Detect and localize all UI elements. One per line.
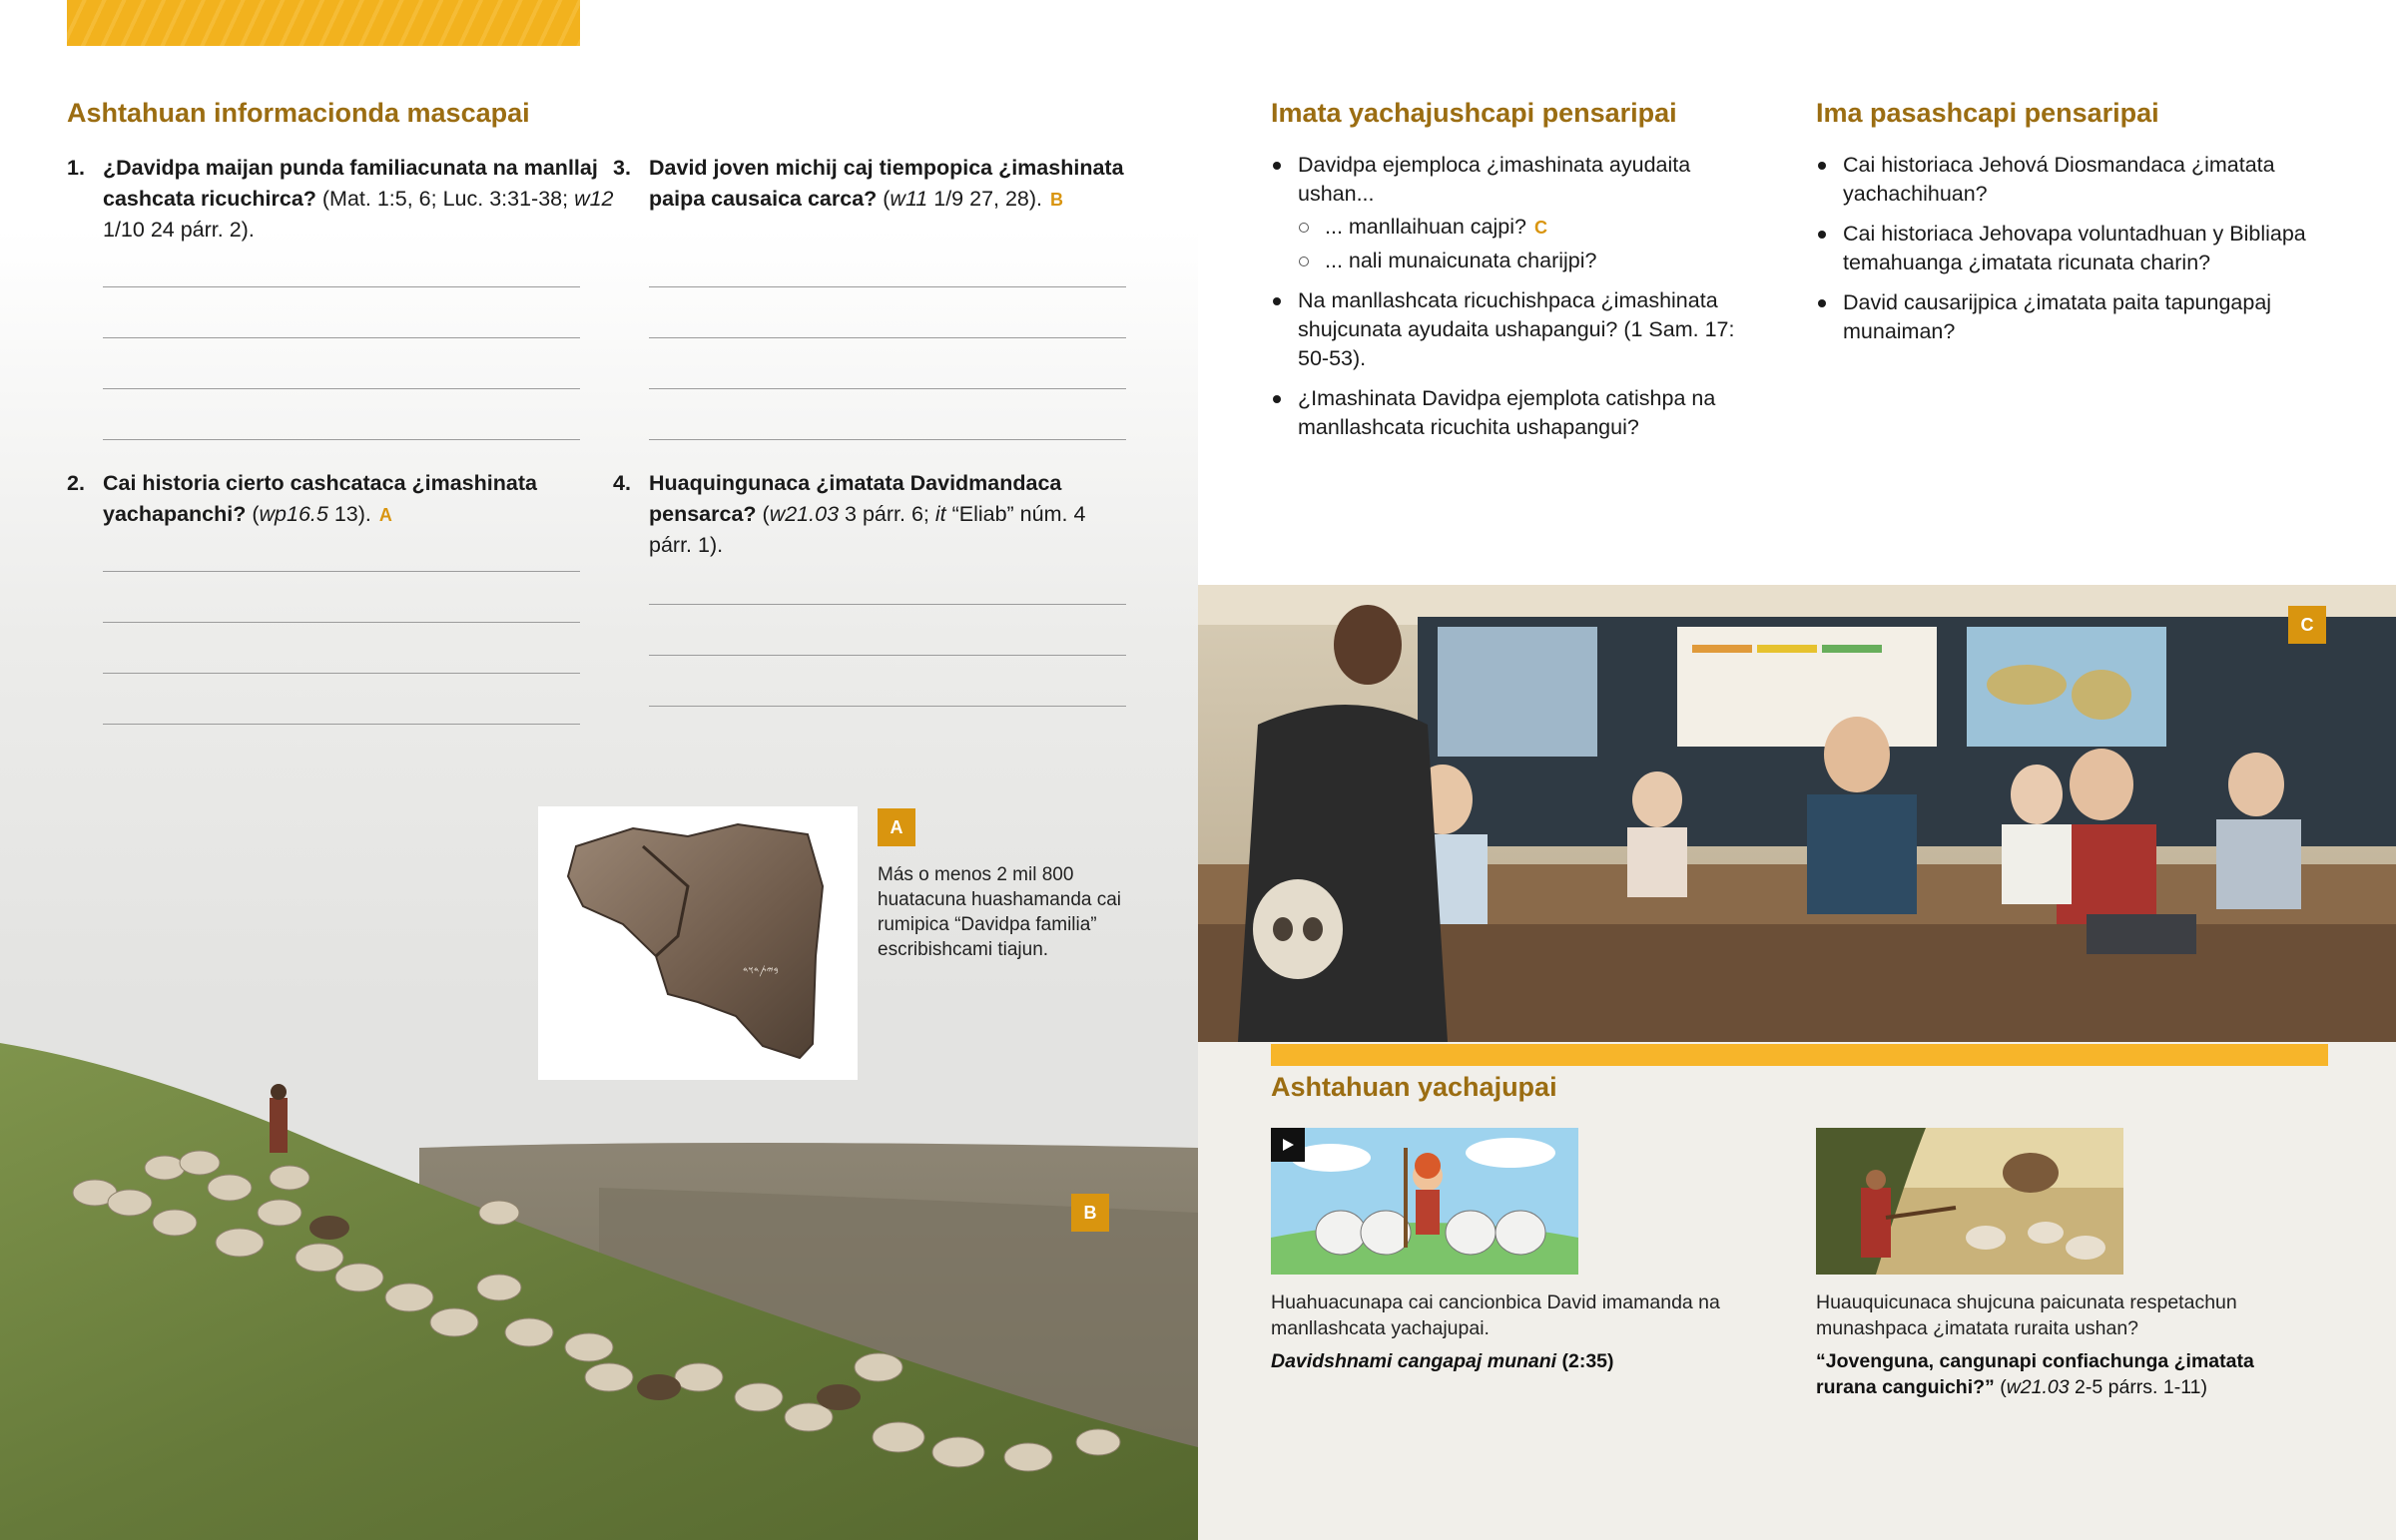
story-reflection-list <box>1816 151 2335 357</box>
artifact-caption: Más o menos 2 mil 800 huatacuna huashamanda cai rumipica “Davidpa familia” escribishcami tiajun. <box>878 864 1122 960</box>
answer-line[interactable] <box>103 572 580 623</box>
article-reference-tail: 2-5 párrs. 1-11) <box>2069 1376 2207 1398</box>
question-reference-tail: 1/10 24 párr. 2). <box>103 218 255 242</box>
song-title[interactable]: Davidshnami cangapaj munani <box>1271 1350 1557 1372</box>
right-col1-heading: Imata yachajushcapi pensaripai <box>1271 98 1677 128</box>
image-tag-letter[interactable]: C <box>1533 218 1547 238</box>
answer-lines-3[interactable] <box>649 237 1126 440</box>
list-item <box>1271 384 1770 442</box>
answer-line[interactable] <box>649 656 1126 707</box>
more-section-accent-bar <box>1271 1044 2328 1066</box>
question-reference-code: it <box>934 502 946 526</box>
more-learning-heading: Ashtahuan yachajupai <box>1271 1072 1557 1102</box>
question-text: ¿Davidpa maijan punda familiacunata na manllaj cashcata ricuchirca? <box>103 156 598 211</box>
answer-line[interactable] <box>649 389 1126 440</box>
song-description: Huahuacunapa cai cancionbica David imamanda na manllashcata yachajupai. <box>1271 1291 1720 1339</box>
answer-line[interactable] <box>649 554 1126 605</box>
list-item-text: Cai historiaca Jehová Diosmandaca ¿imatata yachachihuan? <box>1843 153 2275 206</box>
answer-lines-1[interactable] <box>103 237 580 440</box>
reflection-list <box>1271 151 1770 453</box>
top-decorative-stripe <box>67 0 580 46</box>
question-reference-tail: “Eliab” núm. 4 párr. 1). <box>649 502 1086 557</box>
answer-line[interactable] <box>103 338 580 389</box>
play-icon[interactable] <box>1271 1128 1305 1162</box>
answer-line[interactable] <box>649 605 1126 656</box>
list-item-text: Cai historiaca Jehovapa voluntadhuan y Bibliapa temahuanga ¿imatata ricunata charin? <box>1843 222 2306 274</box>
question-1 <box>67 153 622 246</box>
question-reference-mid: 3 párr. 6; <box>839 502 935 526</box>
list-item-text: Na manllashcata ricuchishpaca ¿imashinata shujcunata ayudaita ushapangui? (1 Sam. 17: 50-53). <box>1298 288 1735 370</box>
image-tag-letter[interactable]: B <box>1050 190 1064 210</box>
question-text: Cai historia cierto cashcataca ¿imashinata yachapanchi? <box>103 471 537 526</box>
list-item <box>1271 286 1770 373</box>
question-number: 2. <box>67 471 85 495</box>
answer-line[interactable] <box>103 623 580 674</box>
question-reference-code: w11 <box>890 187 928 211</box>
question-text: David joven michij caj tiempopica ¿imashinata paipa causaica carca? <box>649 156 1124 211</box>
cartoon-david-with-sheep-image <box>1271 1128 1578 1275</box>
question-text: Huaquingunaca ¿imatata Davidmandaca pensarca? <box>649 471 1062 526</box>
shepherd-figure <box>270 1084 288 1153</box>
answer-line[interactable] <box>103 287 580 338</box>
question-3 <box>613 153 1148 216</box>
answer-line[interactable] <box>103 237 580 287</box>
article-reference: ( <box>1994 1376 2007 1398</box>
article-thumbnail[interactable] <box>1816 1128 2123 1275</box>
question-reference-tail: 1/9 27, 28). <box>927 187 1043 211</box>
question-number: 3. <box>613 156 631 180</box>
skull-model-icon <box>1253 879 1343 979</box>
sub-list-item-text: ... nali munaicunata charijpi? <box>1325 249 1597 272</box>
article-description: Huauquicunaca shujcuna paicunata respetachun munashpaca ¿imatata ruraita ushan? <box>1816 1291 2237 1339</box>
article-reference-code: w21.03 <box>2006 1376 2070 1398</box>
answer-lines-2[interactable] <box>103 521 580 725</box>
sub-list-item-text: ... manllaihuan cajpi? <box>1325 215 1526 239</box>
question-reference: ( <box>877 187 891 211</box>
song-title-link[interactable] <box>1271 1348 1750 1374</box>
sub-list-item <box>1298 247 1770 275</box>
right-col2-heading: Ima pasashcapi pensaripai <box>1816 98 2159 128</box>
list-item <box>1816 288 2335 346</box>
question-number: 1. <box>67 156 85 180</box>
sub-list-item <box>1298 213 1770 243</box>
right-page <box>1198 0 2396 1540</box>
question-reference-code: wp16.5 <box>259 502 328 526</box>
classroom-photo <box>1198 585 2396 1042</box>
question-4 <box>613 468 1088 561</box>
question-reference-code: w21.03 <box>769 502 840 526</box>
question-reference-tail: 13). <box>327 502 371 526</box>
answer-line[interactable] <box>649 338 1126 389</box>
question-reference: (Mat. 1:5, 6; Luc. 3:31-38; <box>315 187 575 211</box>
list-item <box>1271 151 1770 275</box>
list-item-text: ¿Imashinata Davidpa ejemplota catishpa na manllashcata ricuchita ushapangui? <box>1298 386 1716 439</box>
photo-tag-a[interactable]: A <box>878 808 915 846</box>
list-item <box>1816 151 2335 209</box>
answer-line[interactable] <box>103 521 580 572</box>
article-title[interactable]: “Jovenguna, cangunapi confiachunga ¿imatata rurana canguichi?” <box>1816 1350 2254 1398</box>
inscribed-stone-fragment-image <box>538 806 858 1080</box>
list-item-text: Davidpa ejemploca ¿imashinata ayudaita ushan... <box>1298 153 1691 206</box>
article-title-link[interactable] <box>1816 1348 2295 1400</box>
answer-line[interactable] <box>103 389 580 440</box>
photo-tag-b[interactable]: B <box>1071 1194 1109 1232</box>
question-reference: ( <box>756 502 770 526</box>
answer-line[interactable] <box>649 287 1126 338</box>
question-number: 4. <box>613 471 631 495</box>
answer-line[interactable] <box>103 674 580 725</box>
photo-tag-c[interactable]: C <box>2288 606 2326 644</box>
left-section-heading: Ashtahuan informacionda mascapai <box>67 98 530 128</box>
song-video-thumbnail[interactable] <box>1271 1128 1578 1275</box>
list-item <box>1816 220 2335 277</box>
answer-line[interactable] <box>649 237 1126 287</box>
song-duration: (2:35) <box>1556 1350 1614 1372</box>
question-reference: ( <box>246 502 260 526</box>
david-fighting-lion-painting-image <box>1816 1128 2123 1275</box>
answer-lines-4[interactable] <box>649 554 1126 707</box>
stone-inscription-icon: 𐤁𐤉𐤕𐤃𐤅𐤃 <box>743 966 779 978</box>
artifact-image-frame <box>538 806 858 1080</box>
list-item-text: David causarijpica ¿imatata paita tapungapaj munaiman? <box>1843 290 2272 343</box>
question-reference-code: w12 <box>574 187 614 211</box>
sub-list <box>1298 213 1770 275</box>
image-tag-letter[interactable]: A <box>378 505 392 525</box>
